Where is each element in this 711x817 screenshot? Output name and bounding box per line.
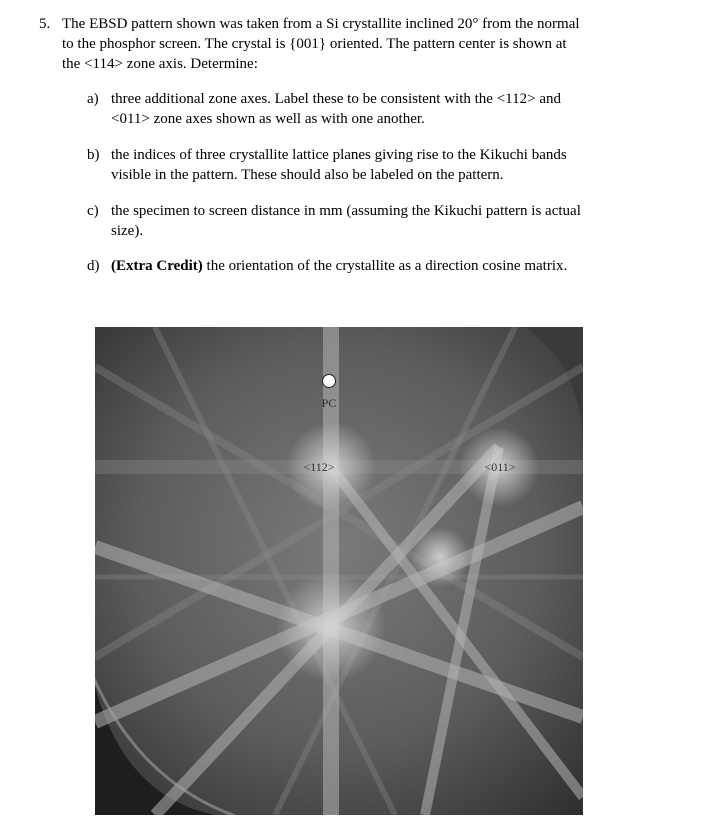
part-label: c) [87,203,99,219]
part-label: a) [87,91,99,107]
kikuchi-pattern [95,327,583,815]
part-label: d) [87,258,100,274]
zone-axis-112-label: <112> [303,460,335,474]
part-line [111,256,671,276]
intro-line: the <114> zone axis. Determine: [62,56,258,72]
part-line: size). [111,223,144,239]
question-number: 5. [39,16,51,32]
part-text [111,201,671,241]
part-text [111,89,671,129]
part-d-text: the orientation of the crystallite as a direction cosine matrix. [202,258,568,274]
pattern-center-dot [323,375,336,388]
part-line: the specimen to screen distance in mm (assuming the Kikuchi pattern is actual [111,203,581,219]
ebsd-pattern-image [95,327,583,815]
part-line: <011> zone axes shown as well as with one another. [111,111,425,127]
zone-axis-glow [410,527,470,587]
intro-line: The EBSD pattern shown was taken from a Si crystallite inclined 20° from the normal [62,16,580,32]
part-text [111,145,671,185]
zone-axis-011-label: <011> [484,460,516,474]
part-line: the indices of three crystallite lattice planes giving rise to the Kikuchi bands [111,147,567,163]
part-line: visible in the pattern. These should also be labeled on the pattern. [111,167,504,183]
part-text [111,256,671,276]
extra-credit-label: (Extra Credit) [111,258,203,274]
part-label: b) [87,147,100,163]
pattern-center-label: PC [321,396,337,410]
zone-axis-glow [276,572,386,682]
question-intro [62,14,662,74]
part-line: three additional zone axes. Label these to be consistent with the <112> and [111,91,561,107]
intro-line: to the phosphor screen. The crystal is {001} oriented. The pattern center is shown at [62,36,567,52]
